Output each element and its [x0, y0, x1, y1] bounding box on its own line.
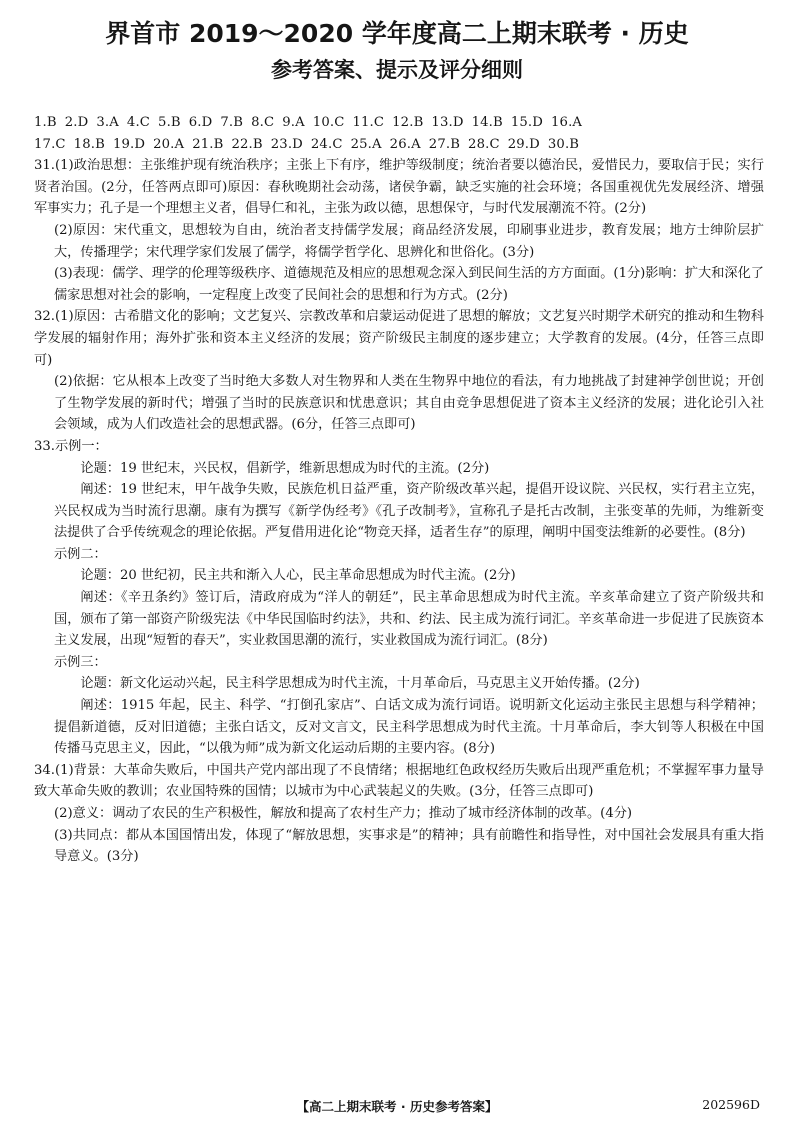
- q34-part3: (3)共同点：都从本国国情出发，体现了“解放思想，实事求是”的精神；具有前瞻性和指导性，对中国社会发展具有重大指导意义。(3分): [54, 827, 764, 865]
- footer-label: 【高二上期末联考 · 历史参考答案】: [296, 1099, 498, 1114]
- q33-example2-thesis: 论题：20 世纪初，民主共和渐入人心，民主革命思想成为时代主流。(2分): [80, 568, 516, 584]
- document-title: 界首市 2019～2020 学年度高二上期末联考 · 历史: [105, 19, 689, 48]
- mc-answer: 7.B: [220, 115, 244, 130]
- mc-answer: 24.C: [310, 136, 343, 152]
- mc-answer: 4.C: [126, 115, 151, 130]
- q33-example2-label: 示例二：: [54, 546, 107, 562]
- mc-answer: 14.B: [471, 115, 503, 130]
- mc-answer: 26.A: [389, 136, 421, 152]
- mc-answer: 9.A: [282, 115, 305, 130]
- mc-answers-row-2: [34, 134, 764, 156]
- mc-answer: 23.D: [270, 136, 303, 152]
- mc-answer: 8.C: [251, 115, 275, 130]
- mc-answer: 22.B: [231, 136, 263, 152]
- q32-part1: 32.(1)原因：古希腊文化的影响；文艺复兴、宗教改革和启蒙运动促进了思想的解放；文艺复兴时期学术研究的推动和生物科学发展的辐射作用；海外扩张和资本主义经济的发展；资产阶级民主制度的逐步建立；大学教育的发展。(4分，任答三点即可): [34, 309, 764, 368]
- mc-answer: 19.D: [112, 136, 146, 152]
- q31-part3: (3)表现：儒学、理学的伦理等级秩序、道德规范及相应的思想观念深入到民间生活的方方面面。(1分)影响：扩大和深化了儒家思想对社会的影响，一定程度上改变了民间社会的思想和行为方式。(2分): [54, 266, 764, 303]
- mc-answers-row-1: [34, 112, 764, 134]
- q33-example1-label: 33.示例一：: [34, 438, 108, 454]
- mc-answer: 11.C: [352, 115, 385, 130]
- mc-answer: 25.A: [350, 136, 382, 152]
- mc-answer: 15.D: [510, 115, 543, 130]
- mc-answer: 29.D: [507, 136, 540, 152]
- mc-answer: 16.A: [550, 115, 583, 130]
- document-subtitle: 参考答案、提示及评分细则: [271, 58, 523, 82]
- q33-example3-thesis: 论题：新文化运动兴起，民主科学思想成为时代主流，十月革命后，马克思主义开始传播。(2分): [80, 676, 640, 692]
- mc-answer: 18.B: [73, 136, 105, 152]
- q33-example3-label: 示例三：: [54, 654, 107, 670]
- mc-answer: 20.A: [153, 136, 185, 152]
- q31-part1: 31.(1)政治思想：主张维护现有统治秩序；主张上下有序，维护等级制度；统治者要以德治民，爱惜民力，要取信于民；实行贤者治国。(2分，任答两点即可)原因：春秋晚期社会动荡，诸侯争霸，缺乏实施的社会环境；各国重视优先发展经济、增强军事实力；孔子是一个理想主义者，倡导仁和礼，主张为政以德，思想保守，与时代发展潮流不符。(2分): [34, 158, 764, 217]
- mc-answer: 5.B: [158, 115, 181, 130]
- mc-answer: 3.A: [96, 115, 119, 130]
- q34-part2: (2)意义：调动了农民的生产积极性，解放和提高了农村生产力；推动了城市经济体制的改革。(4分): [54, 806, 633, 821]
- mc-answer: 21.B: [192, 136, 224, 152]
- q34-part1: 34.(1)背景：大革命失败后，中国共产党内部出现了不良情绪；根据地红色政权经历失败后出现严重危机；不掌握军事力量导致大革命失败的教训；农业国特殊的国情；以城市为中心武装起义的失败。(3分，任答三点即可): [34, 762, 764, 800]
- q33-example1-argument: 阐述：19 世纪末，甲午战争失败，民族危机日益严重，资产阶级改革兴起，提倡开设议院、兴民权，实行君主立宪，兴民权成为当时流行思潮。康有为撰写《新学伪经考》《孔子改制考》，宣称孔子是托古改制，主张变革的先师，为维新变法提供了合乎传统观念的理论依据。严复借用进化论“物竞天择，适者生存”的原理，阐明中国变法维新的必要性。(8分): [54, 482, 764, 541]
- mc-answer: 30.B: [547, 136, 580, 152]
- q31-part2: (2)原因：宋代重文，思想较为自由，统治者支持儒学发展；商品经济发展，印刷事业进步，教育发展；地方士绅阶层扩大，传播理学；宋代理学家们发展了儒学，将儒学哲学化、思辨化和世俗化。(3分): [54, 222, 764, 260]
- document-code: 202596D: [702, 1097, 760, 1112]
- mc-answer: 12.B: [392, 115, 424, 130]
- mc-answer: 6.D: [188, 115, 213, 130]
- mc-answer: 13.D: [431, 115, 464, 130]
- mc-answer: 28.C: [468, 136, 500, 152]
- mc-answer: 10.C: [312, 115, 345, 130]
- mc-answer: 1.B: [34, 115, 57, 130]
- answer-content: [34, 112, 764, 868]
- q33-example1-thesis: 论题：19 世纪末，兴民权，倡新学，维新思想成为时代的主流。(2分): [80, 460, 490, 476]
- q33-example3-argument: 阐述：1915 年起，民主、科学、“打倒孔家店”、白话文成为流行词语。说明新文化运动主张民主思想与科学精神；提倡新道德，反对旧道德；主张白话文，反对文言文，民主科学思想成为时代主流。十月革命后，李大钊等人积极在中国传播马克思主义，因此，“以俄为师”成为新文化运动后期的主要内容。(8分): [54, 698, 764, 757]
- q32-part2: (2)依据：它从根本上改变了当时绝大多数人对生物界和人类在生物界中地位的看法，有力地挑战了封建神学创世说；开创了生物学发展的新时代；增强了当时的民族意识和忧患意识；其自由竞争思想促进了资本主义经济的发展；进化论引入社会领域，成为人们改造社会的思想武器。(6分，任答三点即可): [54, 374, 764, 433]
- q33-example2-argument: 阐述：《辛丑条约》签订后，清政府成为“洋人的朝廷”，民主革命思想成为时代主流。辛亥革命建立了资产阶级共和国，颁布了第一部资产阶级宪法《中华民国临时约法》，共和、约法、民主成为流行词汇。辛亥革命进一步促进了民族资本主义发展，出现“短暂的春天”，实业救国思潮的流行，实业救国成为流行词汇。(8分): [54, 590, 764, 649]
- mc-answer: 2.D: [64, 115, 89, 130]
- mc-answer: 17.C: [34, 136, 66, 152]
- mc-answer: 27.B: [428, 136, 461, 152]
